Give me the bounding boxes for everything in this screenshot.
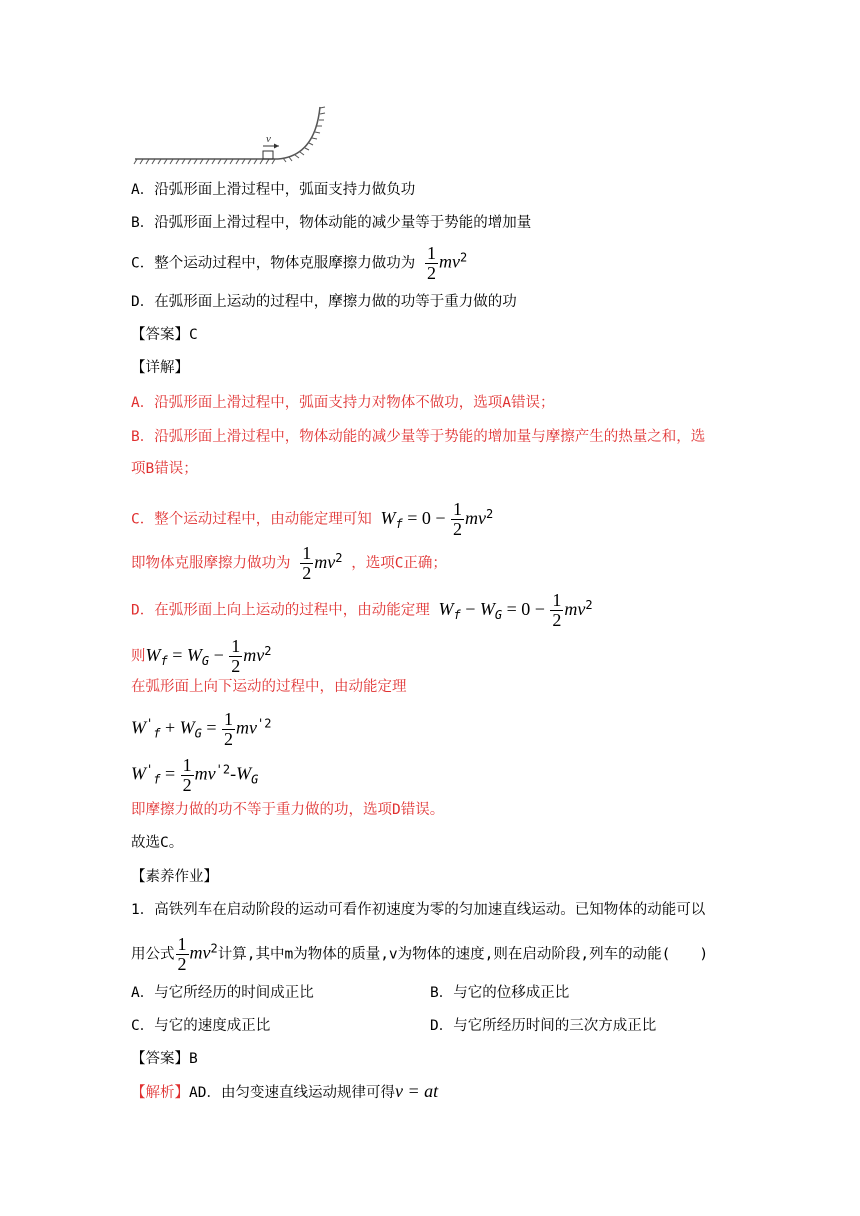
option-b: B．沿弧形面上滑过程中，物体动能的减少量等于势能的增加量 xyxy=(131,215,532,231)
option-c: C．整个运动过程中，物体克服摩擦力做功为 $\frac{1}{2}$ $mv^2$ xyxy=(131,243,468,283)
option-a: A．沿弧形面上滑过程中，弧面支持力做负功 xyxy=(131,182,416,198)
equation-result: $W'_f$ = $\frac{1}{2}$ $mv^{'2}-W_G$ xyxy=(131,755,259,795)
final-choice: 故选C。 xyxy=(131,835,184,851)
answer-label: 【答案】 xyxy=(131,327,189,343)
detail-d-down: 在弧形面上向下运动的过程中，由动能定理 xyxy=(131,679,407,695)
fraction-half: $\frac{1}{2}$ xyxy=(182,755,192,795)
fraction-half: $\frac{1}{2}$ xyxy=(552,590,562,630)
equation-downward: $W'_f + W_G$ = $\frac{1}{2}$ $mv^{'2}$ xyxy=(131,709,272,749)
velocity-label: v xyxy=(266,133,271,145)
option-c-text: C．整个运动过程中，物体克服摩擦力做功为 xyxy=(131,255,416,272)
question-1-analysis: 【解析】AD．由匀变速直线运动规律可得v = at xyxy=(131,1081,439,1101)
question-1-option-d: D．与它所经历时间的三次方成正比 xyxy=(430,1018,657,1034)
fraction-half: $\frac{1}{2}$ xyxy=(426,243,436,283)
answer-value: C xyxy=(189,327,198,343)
detail-label: 【详解】 xyxy=(131,360,189,376)
arrow-head-icon xyxy=(274,144,279,149)
fraction-half: $\frac{1}{2}$ xyxy=(231,636,241,676)
question-1-line2: 用公式 $\frac{1}{2}$ $mv^2$计算,其中m为物体的质量,v为物体的速度,则在启动阶段,列车的动能( ) xyxy=(131,934,709,974)
question-1-option-b: B．与它的位移成正比 xyxy=(430,985,570,1001)
question-1-answer: 【答案】B xyxy=(131,1051,198,1067)
detail-b-line2: 项B错误； xyxy=(131,461,198,477)
fraction-half: $\frac{1}{2}$ xyxy=(302,543,312,583)
detail-a: A．沿弧形面上滑过程中，弧面支持力对物体不做功，选项A错误； xyxy=(131,395,555,411)
homework-label: 【素养作业】 xyxy=(131,869,218,885)
detail-d-conclusion: 即摩擦力做的功不等于重力做的功，选项D错误。 xyxy=(131,802,445,818)
question-1-option-a: A．与它所经历的时间成正比 xyxy=(131,985,314,1001)
detail-b-line1: B．沿弧形面上滑过程中，物体动能的减少量等于势能的增加量与摩擦产生的热量之和，选 xyxy=(131,429,706,445)
option-d: D．在弧形面上运动的过程中，摩擦力做的功等于重力做的功 xyxy=(131,294,517,310)
slope-figure xyxy=(133,104,333,166)
fraction-half: $\frac{1}{2}$ xyxy=(177,934,187,974)
answer xyxy=(131,325,198,345)
curved-ramp xyxy=(278,107,320,159)
question-1-option-c: C．与它的速度成正比 xyxy=(131,1018,271,1034)
detail-d-then: 则$W_f = W_G$ − $\frac{1}{2}$ $mv^2$ xyxy=(131,636,272,676)
fraction-half: $\frac{1}{2}$ xyxy=(224,709,234,749)
block xyxy=(263,151,273,159)
question-1-line1: 1．高铁列车在启动阶段的运动可看作初速度为零的匀加速直线运动。已知物体的动能可以 xyxy=(131,902,706,918)
detail-c-line2: 即物体克服摩擦力做功为 $\frac{1}{2}$ $mv^2$ ，选项C正确； xyxy=(131,543,447,583)
detail-c-line1: C．整个运动过程中，由动能定理可知 $W_f = 0$ − $\frac{1}{2}$ $mv^2$ xyxy=(131,499,494,539)
fraction-half: $\frac{1}{2}$ xyxy=(453,499,463,539)
detail-d-line1: D．在弧形面上向上运动的过程中，由动能定理 $W_f - W_G = 0$ − $\frac{1}{2}$ $mv^2$ xyxy=(131,590,593,630)
